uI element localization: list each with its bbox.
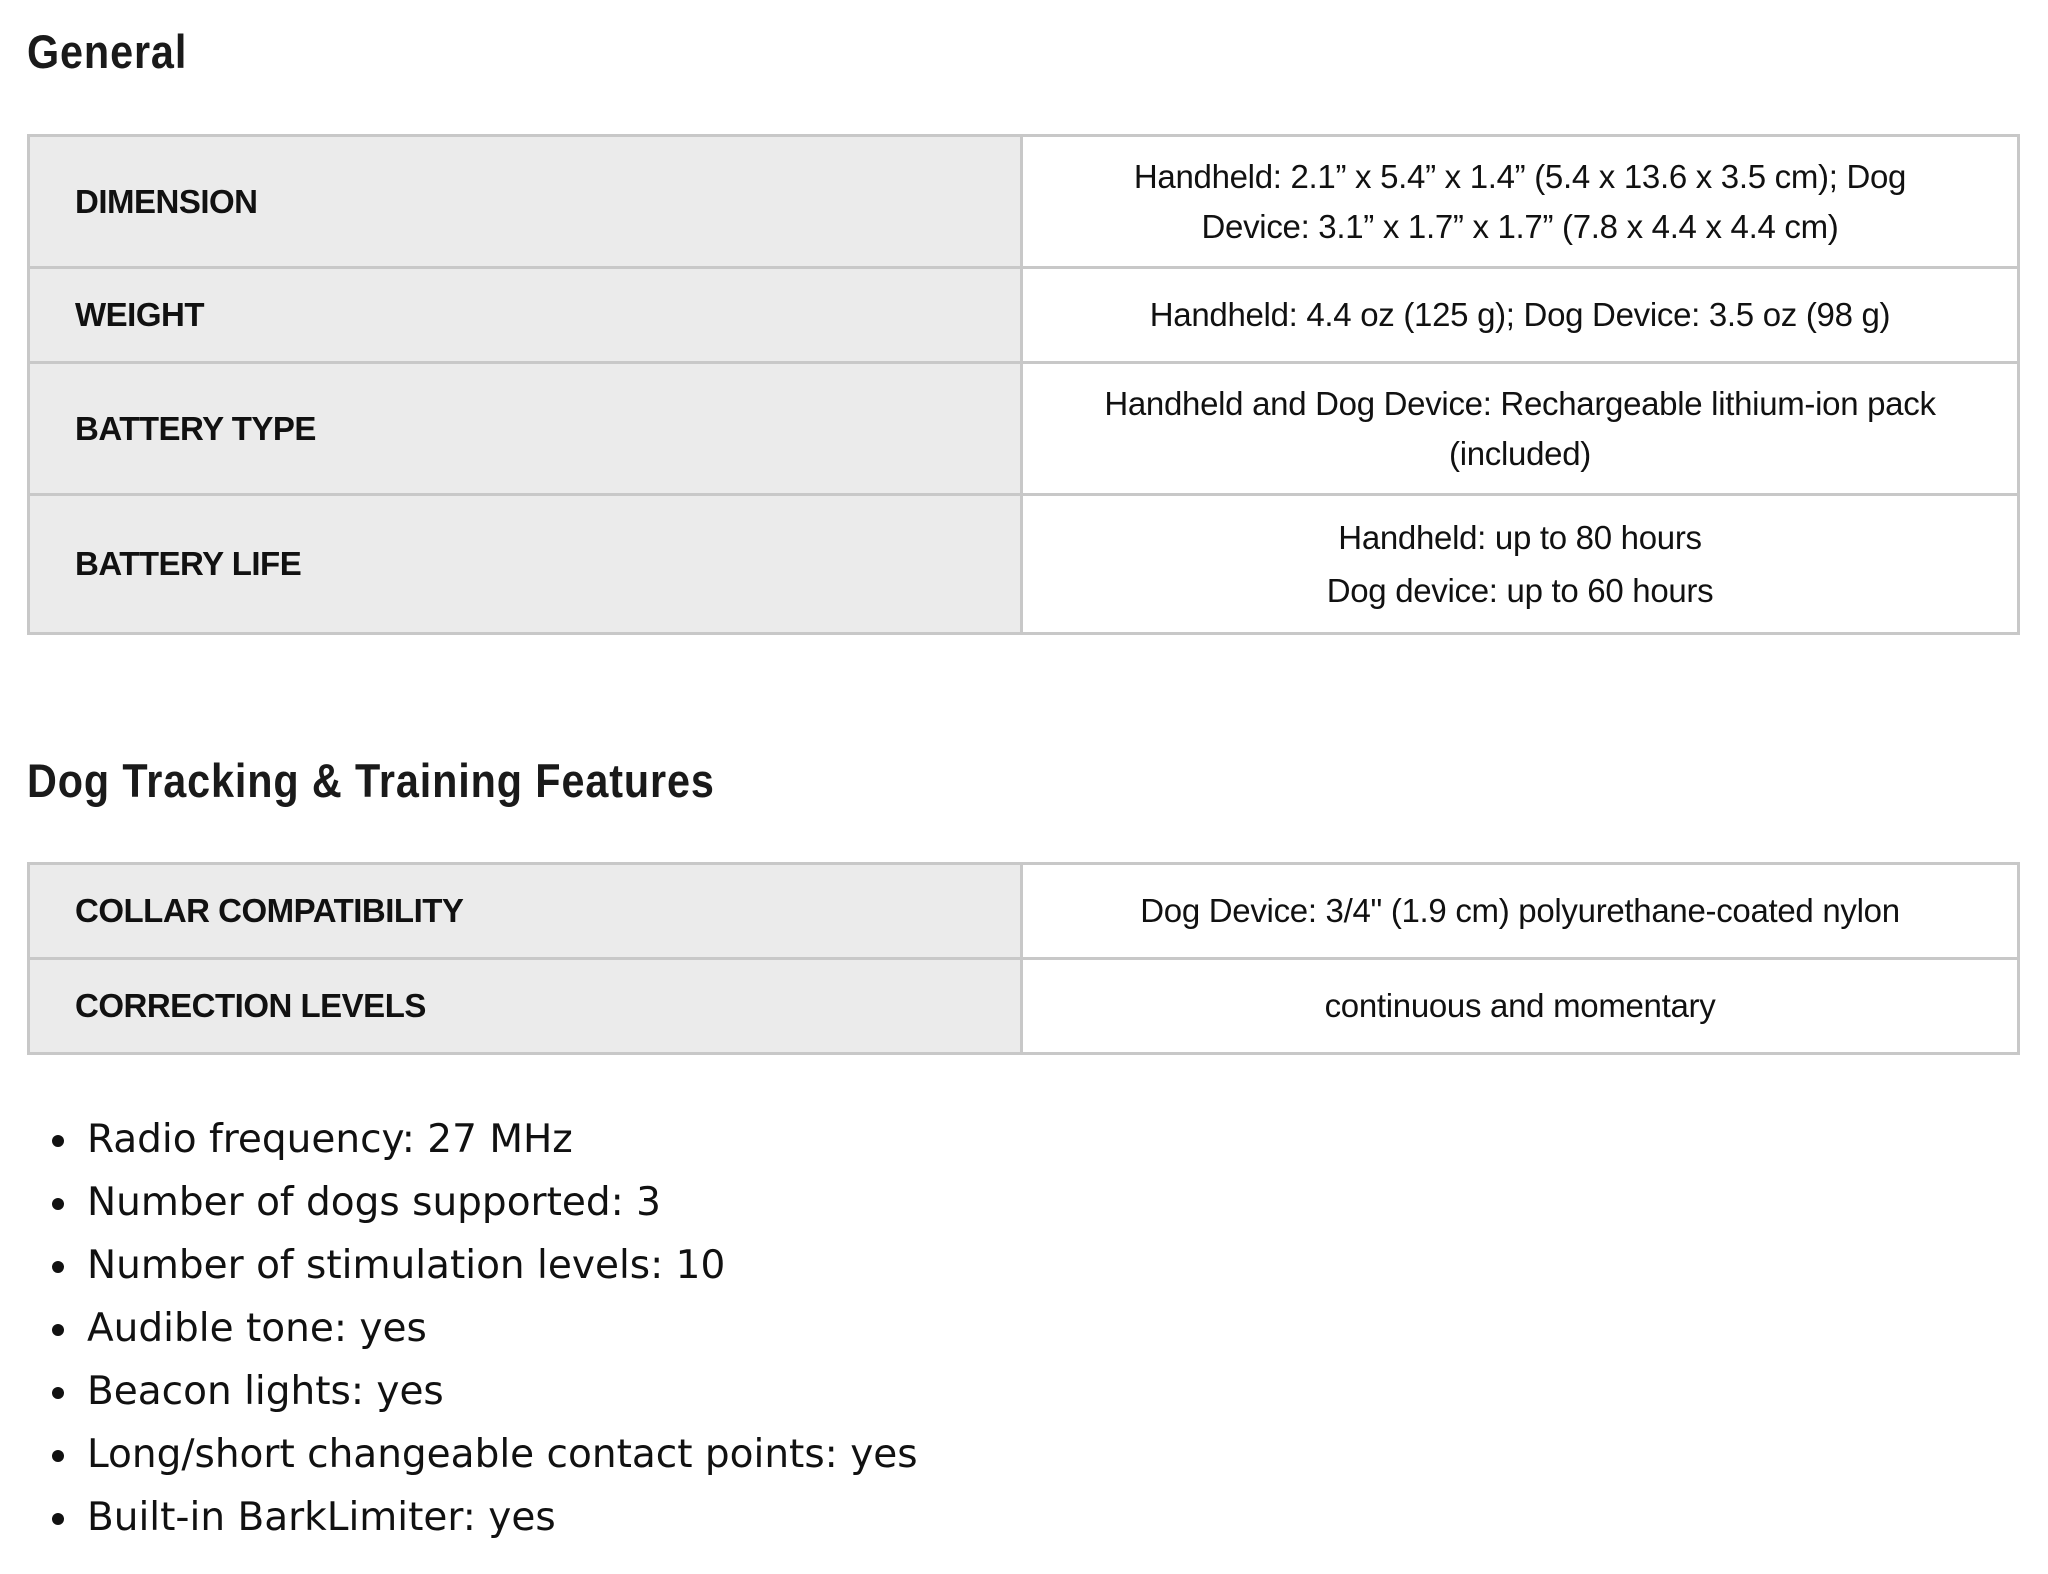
table-row — [29, 959, 2019, 1054]
list-item: Audible tone: yes — [87, 1297, 918, 1360]
spec-label-collar-compatibility: COLLAR COMPATIBILITY — [29, 864, 1022, 959]
table-row — [29, 136, 2019, 268]
table-row — [29, 363, 2019, 495]
spec-label-battery-life: BATTERY LIFE — [29, 495, 1022, 634]
list-item: Long/short changeable contact points: yes — [87, 1423, 918, 1486]
spec-label-correction-levels: CORRECTION LEVELS — [29, 959, 1022, 1054]
spec-value-correction-levels — [1022, 959, 2019, 1054]
list-item: Beacon lights: yes — [87, 1360, 918, 1423]
general-spec-table — [27, 134, 2020, 635]
section-title-general: General — [27, 25, 188, 78]
spec-value-line: Device: 3.1” x 1.7” x 1.7” (7.8 x 4.4 x 4.4 cm) — [1201, 207, 1839, 245]
spec-value-line: Handheld: up to 80 hours — [1338, 519, 1702, 556]
spec-value-battery-life — [1022, 495, 2019, 634]
spec-value-line: continuous and momentary — [1324, 987, 1716, 1024]
table-row — [29, 268, 2019, 363]
list-item: Number of dogs supported: 3 — [87, 1171, 918, 1234]
spec-value-line: Dog Device: 3/4" (1.9 cm) polyurethane-coated nylon — [1140, 892, 1900, 929]
spec-value-weight — [1022, 268, 2019, 363]
table-row — [29, 495, 2019, 634]
dog-tracking-spec-table — [27, 862, 2020, 1055]
feature-list — [27, 1108, 918, 1549]
list-item: Number of stimulation levels: 10 — [87, 1234, 918, 1297]
spec-value-dimension — [1022, 136, 2019, 268]
spec-value-line: Handheld: 4.4 oz (125 g); Dog Device: 3.5 oz (98 g) — [1149, 296, 1891, 333]
spec-label-battery-type: BATTERY TYPE — [29, 363, 1022, 495]
spec-value-line: (included) — [1449, 434, 1591, 472]
spec-label-dimension: DIMENSION — [29, 136, 1022, 268]
list-item: Built-in BarkLimiter: yes — [87, 1486, 918, 1549]
spec-value-line: Dog device: up to 60 hours — [1326, 572, 1714, 609]
spec-label-weight: WEIGHT — [29, 268, 1022, 363]
section-title-dog-tracking: Dog Tracking & Training Features — [27, 754, 715, 807]
spec-value-line: Handheld and Dog Device: Rechargeable lithium-ion pack — [1104, 384, 1936, 422]
spec-value-line: Handheld: 2.1” x 5.4” x 1.4” (5.4 x 13.6 x 3.5 cm); Dog — [1133, 157, 1907, 195]
table-row — [29, 864, 2019, 959]
spec-value-collar-compatibility — [1022, 864, 2019, 959]
spec-value-battery-type — [1022, 363, 2019, 495]
list-item: Radio frequency: 27 MHz — [87, 1108, 918, 1171]
